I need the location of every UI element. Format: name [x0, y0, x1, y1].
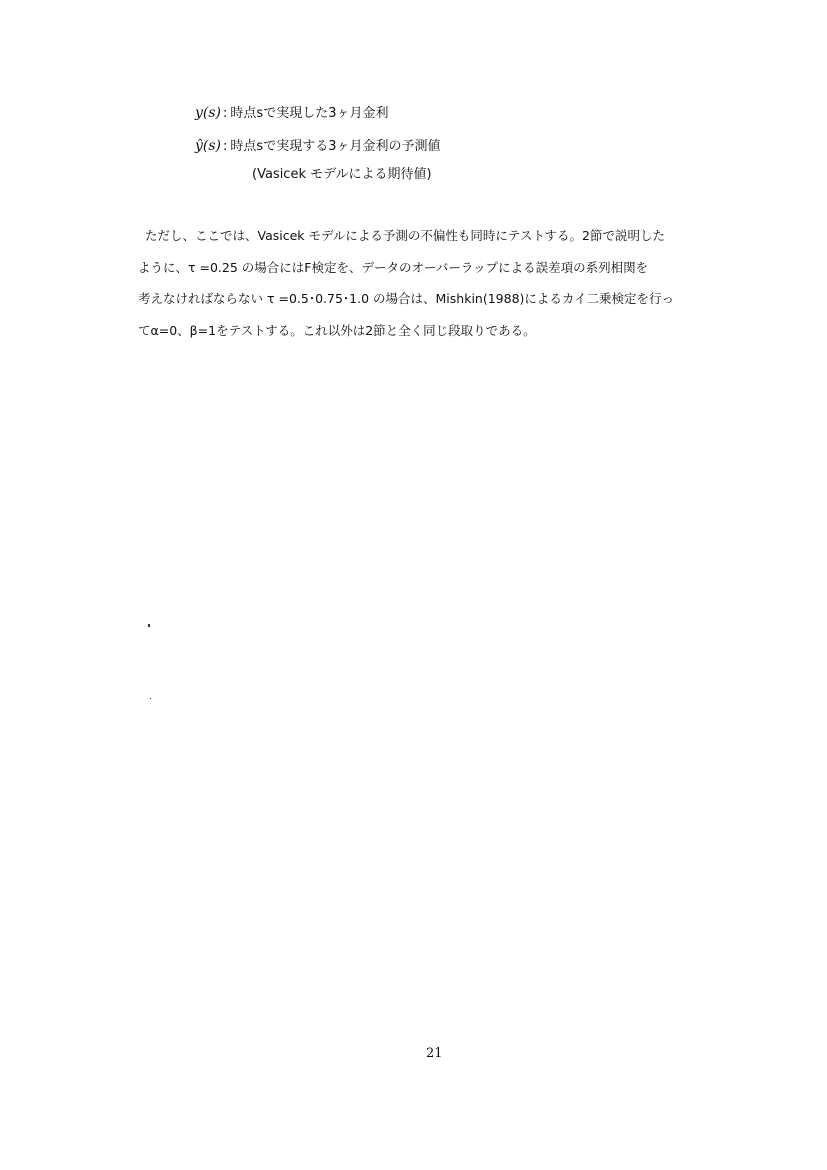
- page-number: 21: [426, 1046, 443, 1061]
- scan-speck: [150, 698, 151, 699]
- definition-text: 時点sで実現した3ヶ月金利: [230, 106, 389, 121]
- paragraph-line: ように、τ =0.25 の場合にはF検定を、データのオーバーラップによる誤差項の系列相関を: [138, 259, 649, 275]
- definition-note: (Vasicek モデルによる期待値): [252, 167, 432, 182]
- definition-symbol: ŷ(s): [195, 138, 222, 154]
- scan-speck: [148, 624, 150, 627]
- paragraph-line: 考えなければならない τ =0.5･0.75･1.0 の場合は、Mishkin(1988)によるカイ二乗検定を行っ: [138, 291, 675, 306]
- definition-symbol: y(s): [195, 105, 222, 121]
- paragraph-line: てα=0、β=1をテストする。これ以外は2節と全く同じ段取りである。: [138, 322, 536, 338]
- definition-colon: :: [223, 106, 228, 121]
- definition-colon: :: [223, 139, 228, 154]
- paragraph-line: ただし、ここでは、Vasicek モデルによる予測の不偏性も同時にテストする。2節で説明した: [145, 228, 665, 243]
- definition-text: 時点sで実現する3ヶ月金利の予測値: [230, 139, 441, 154]
- definition-realized-rate: [195, 104, 388, 123]
- body-paragraph: [138, 226, 738, 352]
- definition-forecast-rate: [195, 137, 440, 156]
